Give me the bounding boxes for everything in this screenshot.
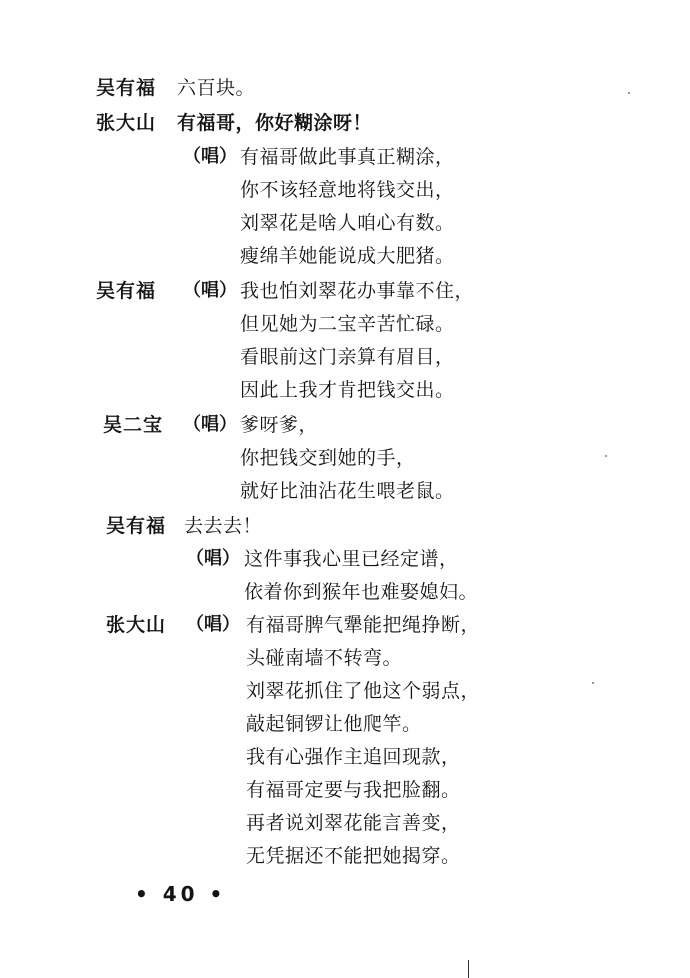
speaker-name: 吴有福 <box>96 77 157 99</box>
sing-cue: （唱） <box>186 548 240 569</box>
verse-line: 你不该轻意地将钱交出， <box>240 179 455 201</box>
speaker-name: 张大山 <box>106 614 167 636</box>
scan-speck <box>605 455 607 457</box>
verse-line: 瘦绵羊她能说成大肥猪。 <box>240 245 455 267</box>
scan-speck <box>628 92 630 94</box>
sing-cue: （唱） <box>183 280 237 301</box>
dialogue-line: 有福哥，你好糊涂呀！ <box>177 112 373 134</box>
verse-line: 这件事我心里已经定谱， <box>244 548 459 570</box>
verse-line: 我也怕刘翠花办事靠不住， <box>240 280 475 302</box>
verse-line: 因此上我才肯把钱交出。 <box>240 379 455 401</box>
verse-line: 有福哥脾气犟能把绳挣断， <box>246 614 481 636</box>
sing-cue: （唱） <box>186 614 240 635</box>
speaker-name: 吴有福 <box>96 280 157 302</box>
verse-line: 再者说刘翠花能言善变， <box>246 812 461 834</box>
verse-line: 头碰南墙不转弯。 <box>246 647 403 669</box>
verse-line: 有福哥做此事真正糊涂， <box>240 146 455 168</box>
scan-speck <box>592 682 594 684</box>
sing-cue: （唱） <box>183 414 237 435</box>
verse-line: 我有心强作主追回现款， <box>246 746 461 768</box>
dialogue-line: 六百块。 <box>177 77 256 99</box>
verse-line: 无凭据还不能把她揭穿。 <box>246 845 461 867</box>
page-number: • 40 • <box>135 882 227 906</box>
verse-line: 你把钱交到她的手， <box>240 447 416 469</box>
verse-line: 但见她为二宝辛苦忙碌。 <box>240 313 455 335</box>
verse-line: 依着你到猴年也难娶媳妇。 <box>244 581 479 603</box>
verse-line: 就好比油沾花生喂老鼠。 <box>240 480 455 502</box>
verse-line: 刘翠花是啥人咱心有数。 <box>240 212 455 234</box>
verse-line: 刘翠花抓住了他这个弱点， <box>246 680 481 702</box>
speaker-name: 张大山 <box>96 112 157 134</box>
verse-line: 有福哥定要与我把脸翻。 <box>246 779 461 801</box>
speaker-name: 吴有福 <box>106 515 167 537</box>
verse-line: 爹呀爹， <box>240 414 319 436</box>
speaker-name: 吴二宝 <box>103 414 164 436</box>
verse-line: 看眼前这门亲算有眉目， <box>240 346 455 368</box>
sing-cue: （唱） <box>183 146 237 167</box>
scan-mark <box>468 960 469 978</box>
dialogue-line: 去去去！ <box>184 515 263 537</box>
verse-line: 敲起铜锣让他爬竿。 <box>246 713 422 735</box>
